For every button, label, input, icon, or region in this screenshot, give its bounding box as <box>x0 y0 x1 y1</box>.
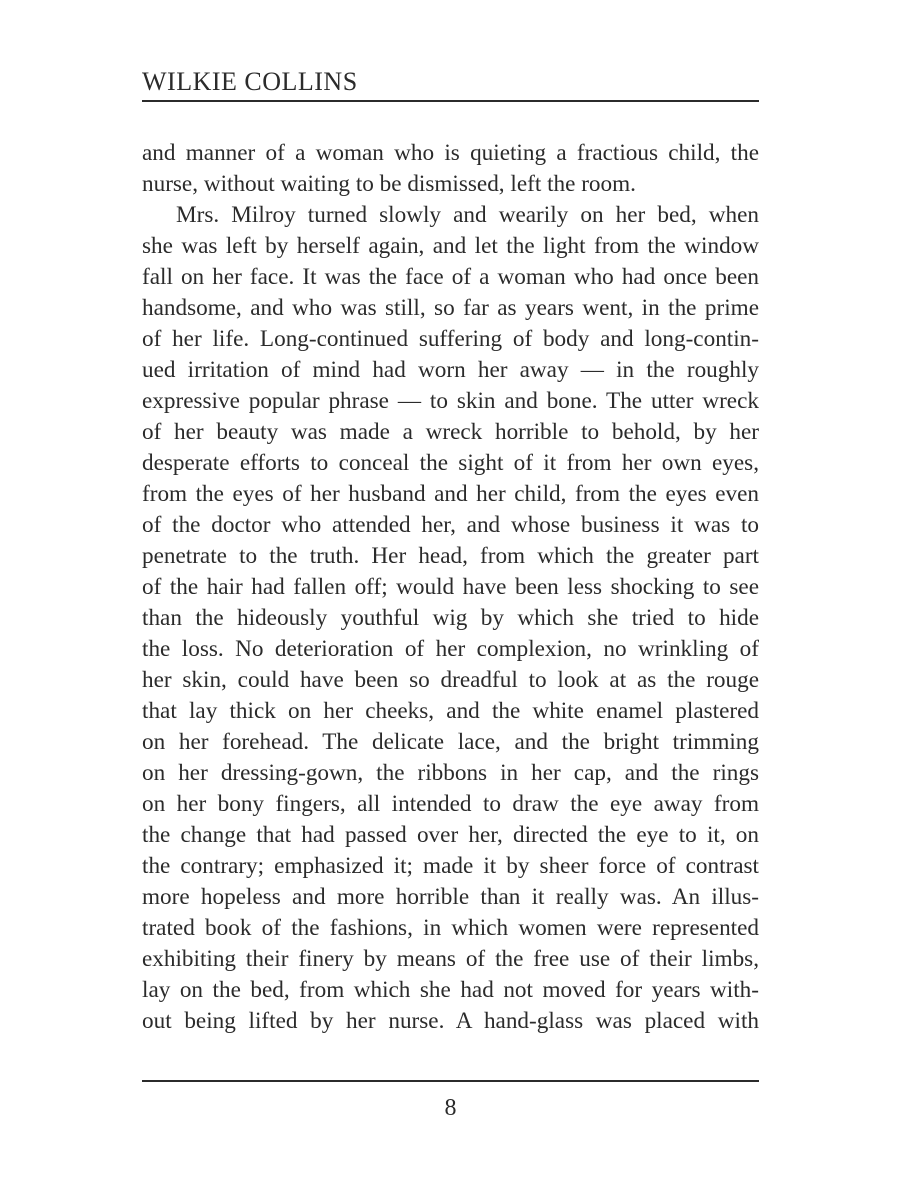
text-line: and manner of a woman who is quieting a fractious child, the <box>142 140 759 166</box>
text-line: more hopeless and more horrible than it really was. An illus- <box>142 884 759 910</box>
running-head: WILKIE COLLINS <box>142 67 358 96</box>
text-line: than the hideously youthful wig by which she tried to hide <box>142 605 759 631</box>
text-line: of her life. Long-continued suffering of body and long-contin- <box>142 326 759 352</box>
text-line: of her beauty was made a wreck horrible to behold, by her <box>142 419 759 445</box>
text-line: out being lifted by her nurse. A hand-glass was placed with <box>142 1008 759 1034</box>
text-line: on her forehead. The delicate lace, and the bright trimming <box>142 729 759 755</box>
text-line: on her dressing-gown, the ribbons in her cap, and the rings <box>142 760 759 786</box>
text-line: Mrs. Milroy turned slowly and wearily on her bed, when <box>176 202 759 228</box>
footer-rule <box>142 1080 759 1082</box>
text-line: nurse, without waiting to be dismissed, left the room. <box>142 171 636 197</box>
header-rule <box>142 100 759 102</box>
body-text <box>142 138 759 1037</box>
text-line: she was left by herself again, and let the light from the window <box>142 233 759 259</box>
text-line: penetrate to the truth. Her head, from which the greater part <box>142 543 759 569</box>
text-line: desperate efforts to conceal the sight of it from her own eyes, <box>142 450 759 476</box>
text-line: of the hair had fallen off; would have been less shocking to see <box>142 574 759 600</box>
text-line: on her bony fingers, all intended to draw the eye away from <box>142 791 759 817</box>
text-line: trated book of the fashions, in which women were represented <box>142 915 759 941</box>
page-number: 8 <box>444 1095 457 1121</box>
text-line: of the doctor who attended her, and whose business it was to <box>142 512 759 538</box>
text-line: from the eyes of her husband and her child, from the eyes even <box>142 481 759 507</box>
text-line: the contrary; emphasized it; made it by sheer force of contrast <box>142 853 759 879</box>
text-line: expressive popular phrase — to skin and bone. The utter wreck <box>142 388 759 414</box>
text-line: lay on the bed, from which she had not moved for years with- <box>142 977 759 1003</box>
text-line: exhibiting their finery by means of the free use of their limbs, <box>142 946 759 972</box>
text-line: the change that had passed over her, directed the eye to it, on <box>142 822 759 848</box>
text-line: that lay thick on her cheeks, and the white enamel plastered <box>142 698 759 724</box>
text-line: ued irritation of mind had worn her away — in the roughly <box>142 357 759 383</box>
text-line: handsome, and who was still, so far as years went, in the prime <box>142 295 759 321</box>
text-line: fall on her face. It was the face of a woman who had once been <box>142 264 759 290</box>
text-line: the loss. No deterioration of her complexion, no wrinkling of <box>142 636 759 662</box>
book-page <box>142 0 759 1200</box>
text-line: her skin, could have been so dreadful to look at as the rouge <box>142 667 759 693</box>
